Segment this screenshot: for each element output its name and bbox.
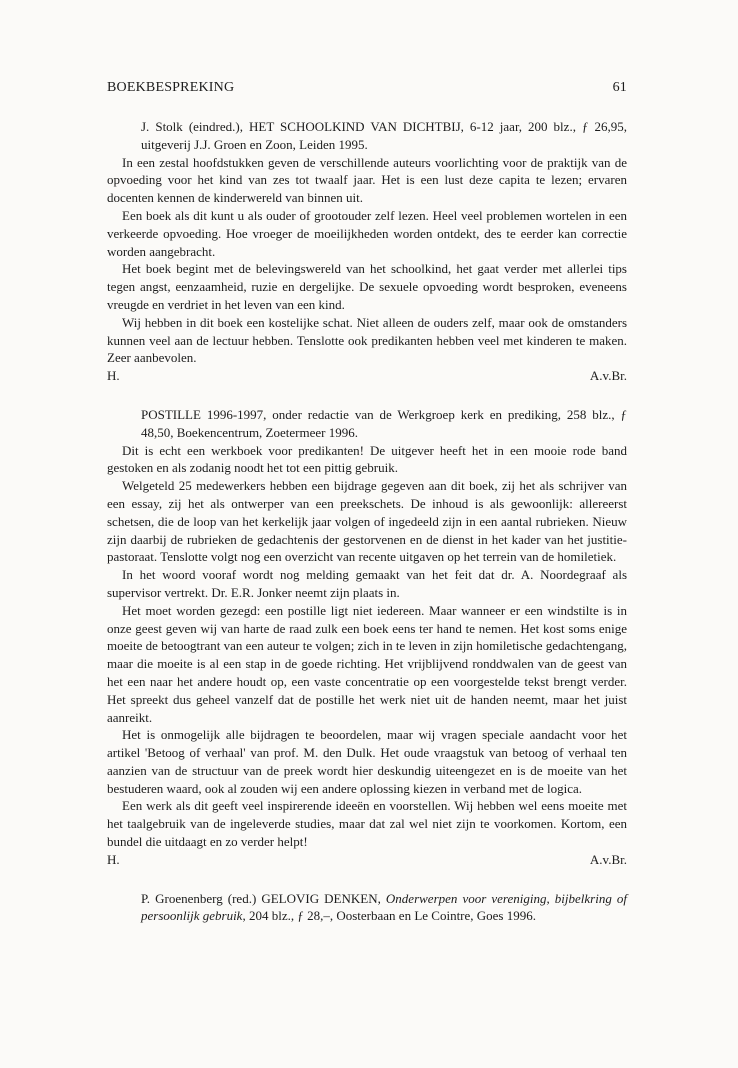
citation-main: P. Groenenberg (red.) GELOVIG DENKEN,	[141, 890, 386, 906]
review-2-paragraph: Welgeteld 25 medewerkers hebben een bijdrage gegeven aan dit boek, zij het als schrijver van een essay, zij het als ontwerper van een preekschets. De inhoud is als gewoonlijk: allereerst schetsen, die de loop van het kerkelijk jaar volgen of ingedeeld zijn in een aantal rubrieken. Nieuw zijn daarbij de rubrieken de gedachtenis der gestorvenen en de dienst in het kader van het justitie-pastoraat. Tenslotte volgt nog een overzicht van recente uitgaven op het terrein van de homiletiek.	[107, 478, 627, 565]
review-1-signature	[107, 367, 627, 385]
review-2-paragraph: Dit is echt een werkboek voor predikanten! De uitgever heeft het in een mooie rode band gestoken en als zodanig noodt het tot een pittig gebruik.	[107, 442, 627, 476]
review-1-citation: J. Stolk (eindred.), HET SCHOOLKIND VAN DICHTBIJ, 6-12 jaar, 200 blz., ƒ 26,95, uitgeverij J.J. Groen en Zoon, Leiden 1995.	[141, 119, 627, 152]
signature-initial: H.	[107, 368, 120, 384]
signature-initial: H.	[107, 851, 120, 867]
signature-author: A.v.Br.	[589, 368, 627, 384]
citation-subtitle: Onderwerpen voor vereniging, bijbelkring of persoonlijk gebruik	[141, 890, 627, 924]
review-2-signature	[107, 851, 627, 869]
review-1-paragraph: Een boek als dit kunt u als ouder of grootouder zelf lezen. Heel veel problemen wortelen in een verkeerde opvoeding. Hoe vroeger de moeilijkheden worden ontdekt, des te eerder kan correctie worden aangebracht.	[107, 207, 627, 259]
review-2-citation: POSTILLE 1996-1997, onder redactie van de Werkgroep kerk en prediking, 258 blz., ƒ 48,50, Boekencentrum, Zoetermeer 1996.	[141, 406, 627, 440]
signature-author: A.v.Br.	[589, 851, 627, 867]
review-2-paragraph: Een werk als dit geeft veel inspirerende ideeën en voorstellen. Wij hebben wel eens moeite met het taalgebruik van de ingeleverde studies, maar dat zal wel niet zijn te voorkomen. Kortom, een bundel die uitdaagt en zo verder helpt!	[107, 798, 627, 850]
review-3-citation	[107, 890, 627, 926]
review-2-paragraph: Het is onmogelijk alle bijdragen te beoordelen, maar wij vragen speciale aandacht voor het artikel 'Betoog of verhaal' van prof. M. den Dulk. Het oude vraagstuk van betoog of verhaal ten aanzien van de structuur van de preek wordt hier deskundig uiteengezet en is de moeite van het bestuderen waard, ook al zouden wij een andere oplossing kiezen in verband met de logica.	[107, 727, 627, 796]
section-title: BOEKBESPREKING	[107, 80, 235, 95]
article-body	[107, 118, 627, 925]
citation-details: , 204 blz., ƒ 28,–, Oosterbaan en Le Cointre, Goes 1996.	[242, 908, 536, 924]
review-1-paragraph: Wij hebben in dit boek een kostelijke schat. Niet alleen de ouders zelf, maar ook de omstanders kunnen veel aan de lectuur hebben. Tenslotte ook predikanten hebben veel met kinderen te maken. Zeer aanbevolen.	[107, 314, 627, 366]
review-1-paragraph: In een zestal hoofdstukken geven de verschillende auteurs voorlichting voor de praktijk van de opvoeding voor het kind van zes tot twaalf jaar. Het is een lust deze capita te lezen; ervaren docenten kennen de kinderwereld van binnen uit.	[107, 154, 627, 206]
running-head	[107, 80, 627, 96]
review-2-paragraph: In het woord vooraf wordt nog melding gemaakt van het feit dat dr. A. Noordegraaf als supervisor vertrekt. Dr. E.R. Jonker neemt zijn plaats in.	[107, 567, 627, 600]
review-1-paragraph: Het boek begint met de belevingswereld van het schoolkind, het gaat verder met allerlei tips tegen angst, eenzaamheid, ruzie en dergelijke. De sexuele opvoeding wordt besproken, eveneens vreugde en verdriet in het leven van een kind.	[107, 261, 627, 312]
review-2-paragraph: Het moet worden gezegd: een postille ligt niet iedereen. Maar wanneer er een windstilte is in onze geest geven wij van harte de raad zulk een boek eens ter hand te nemen. Het kost soms enige moeite de betoogtrant van een auteur te volgen; zich in te leven in zijn homiletische gedachtengang, maar die moeite is al een stap in de goede richting. Het vrijblijvend ronddwalen van de geest van het een naar het andere houdt op, een vaste concentratie op een voorgestelde tekst brengt verder. Het spreekt dus geheel vanzelf dat de postille het werk niet uit de handen neemt, maar het juist aanreikt.	[107, 602, 627, 725]
page-number: 61	[612, 80, 627, 95]
